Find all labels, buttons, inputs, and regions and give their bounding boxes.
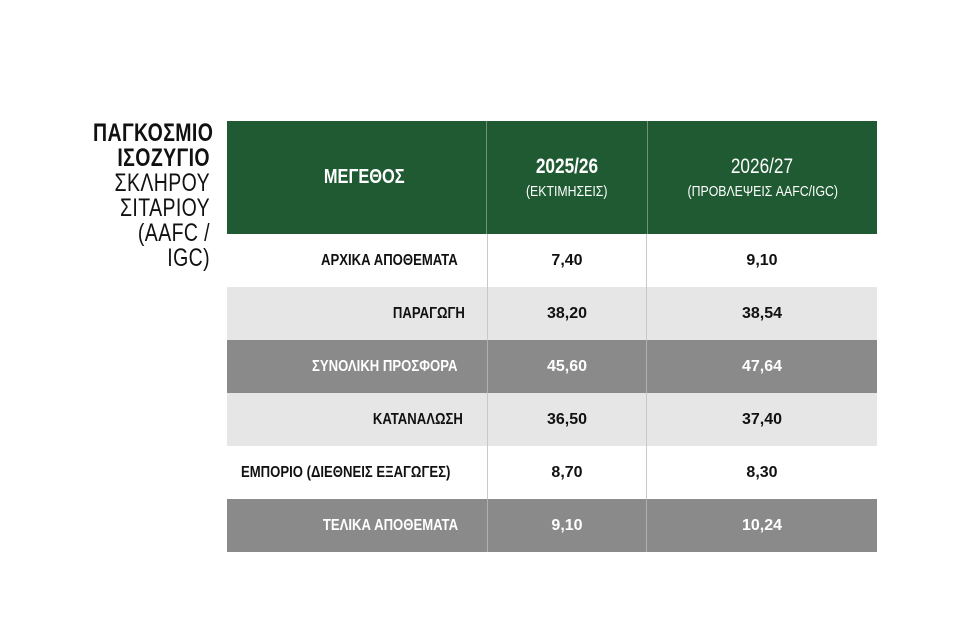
- row-value-2026-27: 38,54: [741, 304, 783, 322]
- row-value-2025-26: 9,10: [487, 499, 647, 552]
- table-row: [227, 287, 877, 340]
- row-value-2026-27: 8,30: [746, 463, 778, 481]
- row-value-2025-26: 45,60: [487, 340, 647, 393]
- row-label: ΤΕΛΙΚΑ ΑΠΟΘΕΜΑΤΑ: [322, 516, 459, 534]
- side-title: [93, 119, 214, 272]
- header-2025-26-label: 2025/26: [535, 154, 599, 178]
- table-row: [227, 446, 877, 499]
- row-value-2026-27: 10,24: [741, 516, 783, 534]
- row-label: ΑΡΧΙΚΑ ΑΠΟΘΕΜΑΤΑ: [321, 251, 458, 269]
- table-row: [227, 393, 877, 446]
- header-2025-26-sublabel: (ΕΚΤΙΜΗΣΕΙΣ): [526, 182, 608, 200]
- row-value-2026-27: 37,40: [741, 410, 783, 428]
- side-title-line-2: ΙΣΟΖΥΓΙΟ: [117, 144, 210, 172]
- header-cell-2025-26: [486, 121, 647, 234]
- row-label: ΚΑΤΑΝΑΛΩΣΗ: [373, 410, 464, 428]
- table-row: [227, 340, 877, 393]
- balance-table: [227, 121, 877, 552]
- row-value-2026-27: 47,64: [741, 357, 783, 375]
- table-row: [227, 499, 877, 552]
- row-label: ΣΥΝΟΛΙΚΗ ΠΡΟΣΦΟΡΑ: [311, 357, 458, 375]
- row-value-2025-26: 36,50: [487, 393, 647, 446]
- header-2026-27-label: 2026/27: [731, 154, 794, 178]
- table-header: [227, 121, 877, 234]
- row-value-2025-26: 8,70: [487, 446, 647, 499]
- row-value-2025-26: 38,20: [487, 287, 647, 340]
- side-title-line-5: (AAFC / IGC): [137, 219, 210, 272]
- row-value-2026-27: 9,10: [746, 251, 778, 269]
- row-label: ΠΑΡΑΓΩΓΗ: [393, 304, 466, 322]
- table-row: [227, 234, 877, 287]
- row-value-2025-26: 7,40: [487, 234, 647, 287]
- header-cell-2026-27: [648, 121, 877, 234]
- header-2026-27-sublabel: (ΠΡΟΒΛΕΨΕΙΣ AAFC/IGC): [687, 182, 838, 200]
- header-cell-metric: [227, 121, 486, 234]
- header-metric-label: ΜΕΓΕΘΟΣ: [323, 166, 405, 188]
- side-title-line-3: ΣΚΛΗΡΟΥ: [114, 169, 210, 197]
- side-title-line-1: ΠΑΓΚΟΣΜΙΟ: [93, 119, 214, 147]
- side-title-line-4: ΣΙΤΑΡΙΟΥ: [119, 194, 210, 222]
- row-label: ΕΜΠΟΡΙΟ (ΔΙΕΘΝΕΙΣ ΕΞΑΓΩΓΕΣ): [240, 463, 451, 481]
